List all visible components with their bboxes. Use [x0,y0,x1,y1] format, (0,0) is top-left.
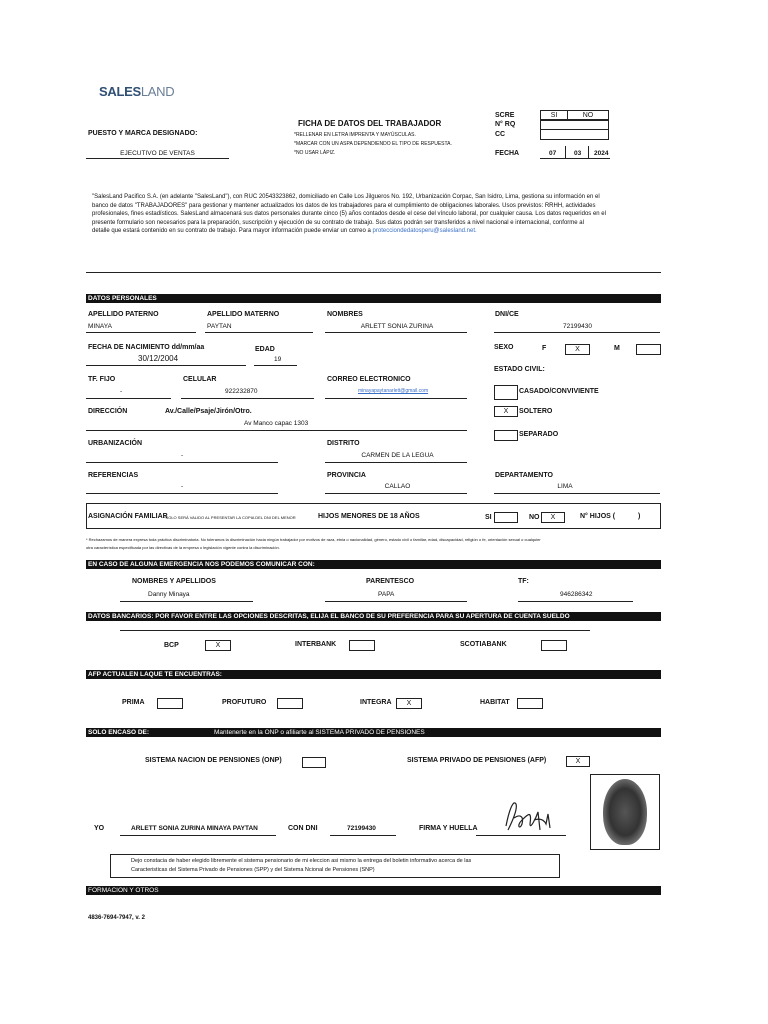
consent-line-1: "SalesLand Pacifico S.A. (en adelante "SalesLand"), con RUC 20543323862, domiciliado en Calle Los Jilgueros No. 192, Urbanización Corpac, San Isidro, Lima, gestiona su información en el [92,194,600,200]
section-bar-pension [86,728,661,737]
ap-materno-value: PAYTAN [207,323,232,330]
hijos-no-label: NO [529,514,540,521]
consent-divider [86,272,661,273]
fecha-mm: 03 [574,150,582,157]
signature-image [500,796,560,836]
direccion-line [86,430,467,431]
section-bar-emergencia: EN CASO DE ALGUNA EMERGENCIA NOS PODEMOS COMUNICAR CON: [86,560,661,569]
celular-line [181,398,314,399]
logo-part1: SALES [99,84,141,99]
nacimiento-value: 30/12/2004 [138,354,179,363]
fecha-yyyy: 2024 [594,150,609,157]
hijos-no-checkbox[interactable]: X [541,512,565,523]
prima-label: PRIMA [122,699,145,706]
separado-label: SEPARADO [519,431,559,438]
referencias-label: REFERENCIAS [88,472,139,479]
onp-checkbox[interactable] [302,757,326,768]
puesto-value: EJECUTIVO DE VENTAS [120,150,195,157]
consent-line-4: presente formulario son necesarios para la preparación, suscripción y ejecución de su contrato de trabajo. Sus datos podrán ser transferidos a nivel nacional e internacional, conforme al [92,219,584,226]
section-bar-personales: DATOS PERSONALES [86,294,661,303]
departamento-line [494,493,660,494]
profuturo-label: PROFUTURO [222,699,267,706]
afp-system-label: SISTEMA PRIVADO DE PENSIONES (AFP) [407,757,547,764]
disclaimer-line-2: otra característica especificada por las directivas de la empresa o legislación vigente contra la discriminación. [86,545,280,550]
fecha-dd: 07 [549,150,557,157]
form-title: FICHA DE DATOS DEL TRABAJADOR [298,119,442,128]
dni-value: 72199430 [563,323,592,330]
nacimiento-line [86,365,246,366]
edad-line [254,365,297,366]
hijos-label: HIJOS MENORES DE 18 AÑOS [318,513,420,520]
referencias-value: - [181,483,184,490]
constancia-box [110,854,560,878]
distrito-value: CARMEN DE LA LEGUA [361,452,434,459]
yo-label: YO [94,825,105,832]
salesland-logo [99,84,174,99]
scotiabank-checkbox[interactable] [541,640,567,651]
profuturo-checkbox[interactable] [277,698,303,709]
celular-label: CELULAR [183,376,217,383]
firma-dni-line [330,835,396,836]
departamento-label: DEPARTAMENTO [495,472,553,479]
firma-line [476,835,566,836]
firma-dni: 72199430 [347,825,376,832]
edad-value: 19 [274,356,282,363]
sexo-f-checkbox[interactable]: X [565,344,590,355]
parentesco-line [325,601,467,602]
emergencia-tf-label: TF: [518,578,529,585]
hijos-si-label: SI [485,514,492,521]
nombres-label: NOMBRES [327,311,363,318]
section-bar-bancos: DATOS BANCARIOS: POR FAVOR ENTRE LAS OPCIONES DESCRITAS, ELIJA EL BANCO DE SU PREFERENCIA PARA SU APERTURA DE CUENTA SUELDO [86,612,661,621]
consent-text [92,193,662,236]
tf-fijo-value: - [120,388,123,395]
edad-label: EDAD [255,346,275,353]
emergencia-tf-value: 946286342 [560,591,593,598]
n-hijos-close: ) [638,513,641,520]
provincia-line [325,493,467,494]
dni-line [494,332,660,333]
nrq-label: N° RQ [495,121,516,128]
fecha-sep-2 [588,146,589,158]
scre-no-box[interactable]: NO [567,110,609,121]
urbanizacion-line [86,462,278,463]
emergencia-nombres-line [120,601,253,602]
constancia-line-1: Dejo constacia de haber elegido libremente el sistema pensionario de mi eleccion asi mismo la entrega del boletin informativo acerca de las [131,858,472,864]
ap-materno-line [205,332,313,333]
afp-system-checkbox[interactable]: X [566,756,590,767]
pension-bar-sub: Mantenerte en la ONP o afiliarte al SISTEMA PRIVADO DE PENSIONES [214,729,425,736]
onp-label: SISTEMA NACION DE PENSIONES (ONP) [145,757,282,764]
departamento-value: LIMA [557,483,573,490]
distrito-label: DISTRITO [327,440,360,447]
correo-value: minayapaytanarlett@gmail.com [358,388,429,394]
provincia-value: CALLAO [384,483,411,490]
scotiabank-label: SCOTIABANK [460,641,507,648]
huella-box [590,774,660,850]
constancia-line-2: Caracteristicas del Sistema Privado de Pensiones (SPP) y del Sistema Ncional de Pensiones (SNP) [131,867,375,873]
firma-huella-label: FIRMA Y HUELLA [419,825,478,832]
correo-label: CORREO ELECTRONICO [327,376,411,383]
nombres-value: ARLETT SONIA ZURINA [360,323,434,330]
section-bar-formacion: FORMACION Y OTROS [86,886,661,895]
distrito-line [325,462,467,463]
dni-label: DNI/CE [495,311,519,318]
parentesco-value: PAPA [378,591,395,598]
separado-checkbox[interactable] [494,430,518,441]
cc-field[interactable] [540,129,609,140]
tf-fijo-line [86,398,171,399]
sexo-label: SEXO [494,344,514,351]
urbanizacion-label: URBANIZACIÓN [88,440,143,447]
nacimiento-label: FECHA DE NACIMIENTO dd/mm/aa [88,344,205,351]
sexo-m-label: M [614,345,620,352]
direccion-sub-label: Av./Calle/Psaje/Jirón/Otro. [165,408,252,415]
consent-line-2: banco de datos "TRABAJADORES" para gestionar y mantener actualizados los datos de los trabajadores para el cumplimiento de obligaciones laborales. Usos previstos: RRHH, actividades [92,202,596,209]
pension-bar-label: SOLO ENCASO DE: [88,729,150,736]
correo-line [325,398,467,399]
consent-email-link[interactable]: protecciondedatosperu@salesland.net. [372,228,477,234]
bancos-top-line [120,630,590,631]
fecha-label: FECHA [495,150,520,157]
fingerprint-image [603,779,647,845]
habitat-label: HABITAT [480,699,510,706]
tf-fijo-label: TF. FIJO [88,376,116,383]
emergencia-nombres-value: Danny Minaya [148,591,190,598]
n-hijos-label: N° HIJOS ( [580,513,616,520]
habitat-checkbox[interactable] [517,698,543,709]
fecha-sep-1 [565,146,566,158]
hijos-si-checkbox[interactable] [494,512,518,523]
logo-part2: LAND [140,84,175,99]
integra-label: INTEGRA [360,699,392,706]
puesto-label: PUESTO Y MARCA DESIGNADO: [88,130,198,137]
sexo-f-label: F [542,345,547,352]
consent-line-3: profesionales, fines estadísticos. SalesLand almacenará sus datos personales durante cinco (5) años contados desde el cese del vínculo laboral, por cualquier causa. Los datos requeridos en el [92,211,606,217]
provincia-label: PROVINCIA [327,472,366,479]
emergencia-tf-line [518,601,633,602]
bcp-label: BCP [164,642,179,649]
ap-paterno-line [86,332,196,333]
ap-paterno-label: APELLIDO PATERNO [88,311,159,318]
casado-label: CASADO/CONVIVIENTE [519,388,599,395]
note-3: *NO USAR LÁPIZ. [294,150,336,156]
direccion-value: Av Manco capac 1303 [244,420,309,427]
ap-paterno-value: MINAYA [88,323,112,330]
consent-line-5-text: detalle que estará contenido en su contrato de trabajo. Para mayor información puede enviar un correo a [92,228,371,234]
disclaimer-line-1: * Rechazamos de manera expresa toda práctica discriminatoria. No toleramos la discriminación hacia ningún trabajador por motivos de raza, etnia o nacionalidad, género, estado civil o familiar, edad, discapacidad, religión o fe, orientación sexual o cualquier [86,537,541,542]
interbank-label: INTERBANK [295,641,337,648]
puesto-line [86,158,229,159]
emergencia-nombres-label: NOMBRES Y APELLIDOS [132,578,216,585]
interbank-checkbox[interactable] [349,640,375,651]
note-1: *RELLENAR EN LETRA IMPRENTA Y MAYÚSCULAS. [294,132,416,138]
fecha-line [540,158,610,159]
integra-checkbox[interactable]: X [396,698,422,709]
con-dni-label: CON DNI [288,825,318,832]
nombres-line [325,332,467,333]
parentesco-label: PARENTESCO [366,578,415,585]
prima-checkbox[interactable] [157,698,183,709]
ap-materno-label: APELLIDO MATERNO [207,311,280,318]
cc-label: CC [495,131,506,138]
referencias-line [86,493,278,494]
familiar-note: *SOLO SERÁ VALIDO AL PRESENTAR LA COPIA DEL DNI DEL MENOR [164,515,296,520]
note-2: *MARCAR CON UN ASPA DEPENDIENDO EL TIPO DE RESPUESTA. [294,141,452,147]
soltero-checkbox[interactable]: X [494,406,518,417]
scre-si-box[interactable]: SI [540,110,568,121]
casado-checkbox[interactable] [494,385,518,400]
firma-nombre: ARLETT SONIA ZURINA MINAYA PAYTAN [131,825,258,832]
soltero-label: SOLTERO [519,408,553,415]
bcp-checkbox[interactable]: X [205,640,231,651]
section-bar-afp: AFP ACTUALEN LAQUE TE ENCUENTRAS: [86,670,661,679]
civil-label: ESTADO CIVIL: [494,366,545,373]
direccion-label: DIRECCIÓN [88,408,128,415]
familiar-label: ASIGNACIÓN FAMILIAR [88,513,168,520]
firma-nombre-line [120,835,276,836]
consent-line-5 [92,227,662,236]
sexo-m-checkbox[interactable] [636,344,661,355]
urbanizacion-value: - [181,452,184,459]
doc-code: 4836-7694-7947, v. 2 [88,915,145,921]
scre-label: SCRE [495,112,515,119]
celular-value: 922232870 [225,388,258,395]
